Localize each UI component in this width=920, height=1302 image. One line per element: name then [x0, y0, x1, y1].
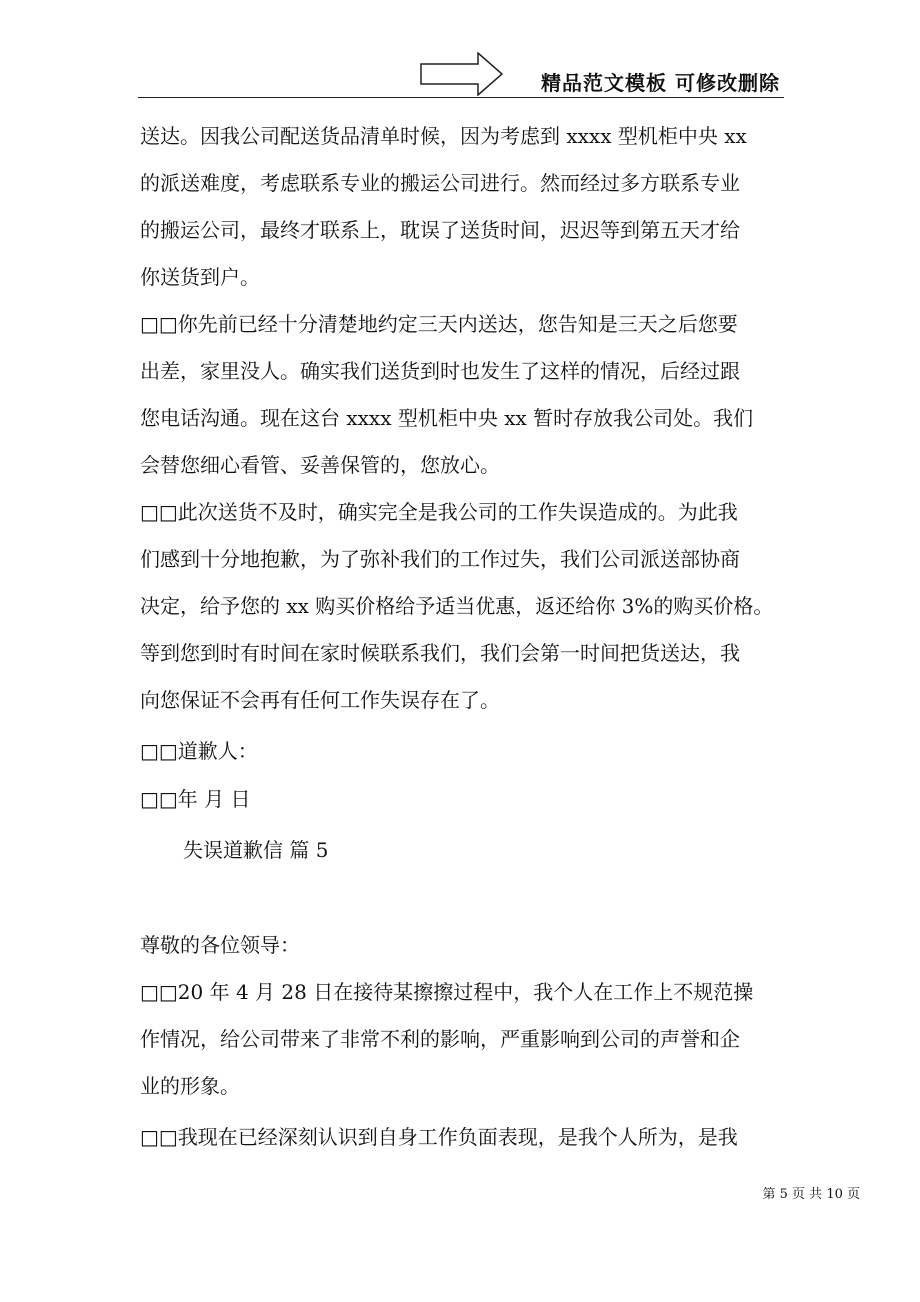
body-line: 作情况，给公司带来了非常不利的影响，严重影响到公司的声誉和企 [140, 1027, 740, 1051]
body-line: 的派送难度，考虑联系专业的搬运公司进行。然而经过多方联系专业 [140, 171, 740, 195]
body-line: 们感到十分地抱歉，为了弥补我们的工作过失，我们公司派送部协商 [140, 547, 740, 571]
right-arrow-icon [420, 52, 504, 96]
body-line: □□我现在已经深刻认识到自身工作负面表现，是我个人所为，是我 [140, 1125, 738, 1149]
body-line: 你送货到户。 [140, 265, 260, 289]
body-line: 决定，给予您的 xx 购买价格给予适当优惠，返还给你 3%的购买价格。 [140, 594, 774, 618]
body-line: □□道歉人： [140, 739, 258, 763]
body-line: 出差，家里没人。确实我们送货到时也发生了这样的情况，后经过跟 [140, 359, 740, 383]
body-line: 的搬运公司，最终才联系上，耽误了送货时间，迟迟等到第五天才给 [140, 218, 740, 242]
body-line: 会替您细心看管、妥善保管的，您放心。 [140, 453, 500, 477]
body-line: 尊敬的各位领导： [140, 933, 300, 957]
body-line: 您电话沟通。现在这台 xxxx 型机柜中央 xx 暂时存放我公司处。我们 [140, 406, 754, 430]
body-line: 业的形象。 [140, 1074, 240, 1098]
body-line: 失误道歉信 篇 5 [183, 838, 329, 862]
header-divider [138, 97, 784, 98]
page-number: 第 5 页 共 10 页 [762, 1187, 860, 1202]
body-line: □□你先前已经十分清楚地约定三天内送达，您告知是三天之后您要 [140, 312, 738, 336]
body-line: 等到您到时有时间在家时候联系我们，我们会第一时间把货送达，我 [140, 641, 740, 665]
body-line: □□20 年 4 月 28 日在接待某擦擦过程中，我个人在工作上不规范操 [140, 980, 754, 1004]
body-line: □□此次送货不及时，确实完全是我公司的工作失误造成的。为此我 [140, 500, 738, 524]
header-title: 精品范文模板 可修改删除 [541, 71, 780, 95]
body-line: □□年 月 日 [140, 787, 251, 811]
body-line: 向您保证不会再有任何工作失误存在了。 [140, 688, 500, 712]
body-line: 送达。因我公司配送货品清单时候，因为考虑到 xxxx 型机柜中央 xx [140, 124, 747, 148]
